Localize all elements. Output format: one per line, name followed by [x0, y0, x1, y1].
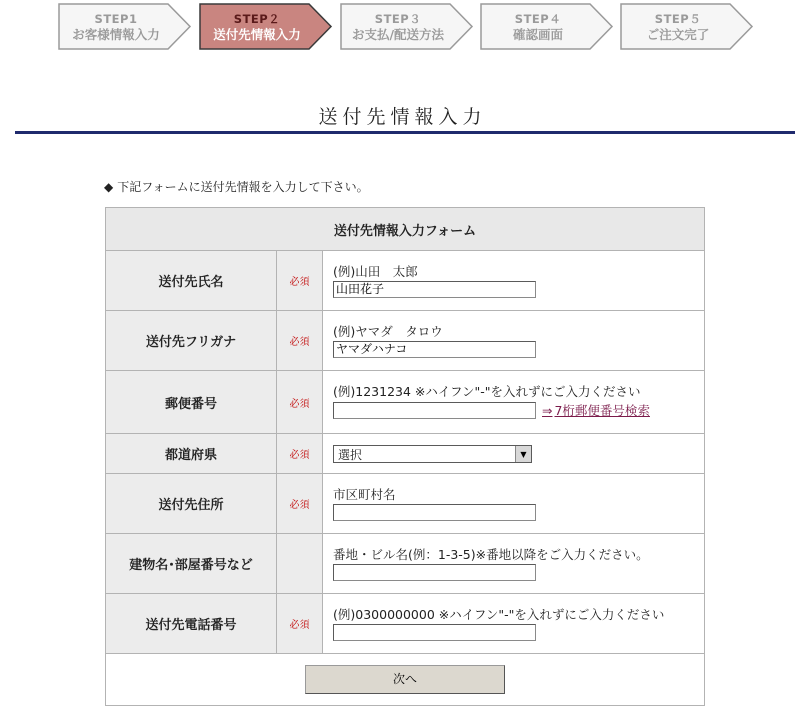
zip-input[interactable] — [333, 402, 536, 419]
zip-label: 郵便番号 — [106, 371, 277, 434]
step-3-label: お支払/配送方法 — [351, 26, 445, 42]
required-badge: 必須 — [277, 474, 323, 534]
shipping-form-table — [105, 207, 705, 706]
step-2-number: STEP２ — [233, 11, 281, 26]
zip-hint: (例)1231234 ※ハイフン"-"を入れずにご入力ください — [333, 384, 641, 399]
building-hint: 番地・ビル名(例：1-3-5)※番地以降をご入力ください。 — [333, 547, 649, 562]
address-hint: 市区町村名 — [333, 487, 396, 502]
required-badge: 必須 — [277, 594, 323, 654]
required-badge: 必須 — [277, 311, 323, 371]
form-row-name — [106, 251, 705, 311]
zip-search-link-label: 7桁郵便番号検索 — [554, 403, 650, 418]
building-label: 建物名･部屋番号など — [106, 534, 277, 594]
step-5-label: ご注文完了 — [646, 26, 710, 42]
step-1 — [58, 3, 192, 50]
step-5 — [620, 3, 754, 50]
arrow-right-icon: ⇒ — [542, 403, 553, 418]
tel-label: 送付先電話番号 — [106, 594, 277, 654]
name-label: 送付先氏名 — [106, 251, 277, 311]
form-row-tel — [106, 594, 705, 654]
page-title: 送付先情報入力 — [318, 106, 487, 128]
step-1-label: お客様情報入力 — [72, 26, 160, 42]
next-button[interactable]: 次へ — [305, 665, 505, 694]
tel-hint: (例)0300000000 ※ハイフン"-"を入れずにご入力ください — [333, 607, 665, 622]
title-divider — [15, 131, 795, 134]
zip-search-link[interactable] — [542, 401, 650, 419]
form-row-submit — [106, 654, 705, 706]
step-2-label: 送付先情報入力 — [213, 26, 301, 42]
name-hint: (例)山田 太郎 — [333, 264, 418, 279]
step-3 — [340, 3, 474, 50]
step-4-number: STEP４ — [514, 11, 562, 26]
step-4 — [480, 3, 614, 50]
required-cell-empty — [277, 534, 323, 594]
step-3-number: STEP３ — [374, 11, 422, 26]
prefecture-select[interactable] — [333, 445, 532, 463]
required-badge: 必須 — [277, 251, 323, 311]
name-input[interactable]: 山田花子 — [333, 281, 536, 298]
instruction-text — [104, 178, 369, 195]
building-input[interactable] — [333, 564, 536, 581]
step-4-label: 確認画面 — [512, 26, 563, 42]
step-2-active — [199, 3, 333, 50]
form-row-building — [106, 534, 705, 594]
tel-input[interactable] — [333, 624, 536, 641]
kana-label: 送付先フリガナ — [106, 311, 277, 371]
step-5-number: STEP５ — [654, 11, 702, 26]
form-row-zip — [106, 371, 705, 434]
kana-input[interactable]: ヤマダハナコ — [333, 341, 536, 358]
form-header: 送付先情報入力フォーム — [106, 208, 705, 251]
dropdown-arrow-icon[interactable]: ▼ — [515, 446, 531, 462]
prefecture-selected-value: 選択 — [338, 447, 363, 462]
instruction-label: 下記フォームに送付先情報を入力して下さい。 — [117, 180, 369, 194]
kana-hint: (例)ヤマダ タロウ — [333, 324, 443, 339]
diamond-bullet-icon: ◆ — [104, 180, 114, 194]
required-badge: 必須 — [277, 434, 323, 474]
form-row-kana — [106, 311, 705, 371]
address-input[interactable] — [333, 504, 536, 521]
address-label: 送付先住所 — [106, 474, 277, 534]
prefecture-label: 都道府県 — [106, 434, 277, 474]
form-row-prefecture — [106, 434, 705, 474]
form-row-address — [106, 474, 705, 534]
required-badge: 必須 — [277, 371, 323, 434]
step-1-number: STEP1 — [94, 11, 138, 26]
